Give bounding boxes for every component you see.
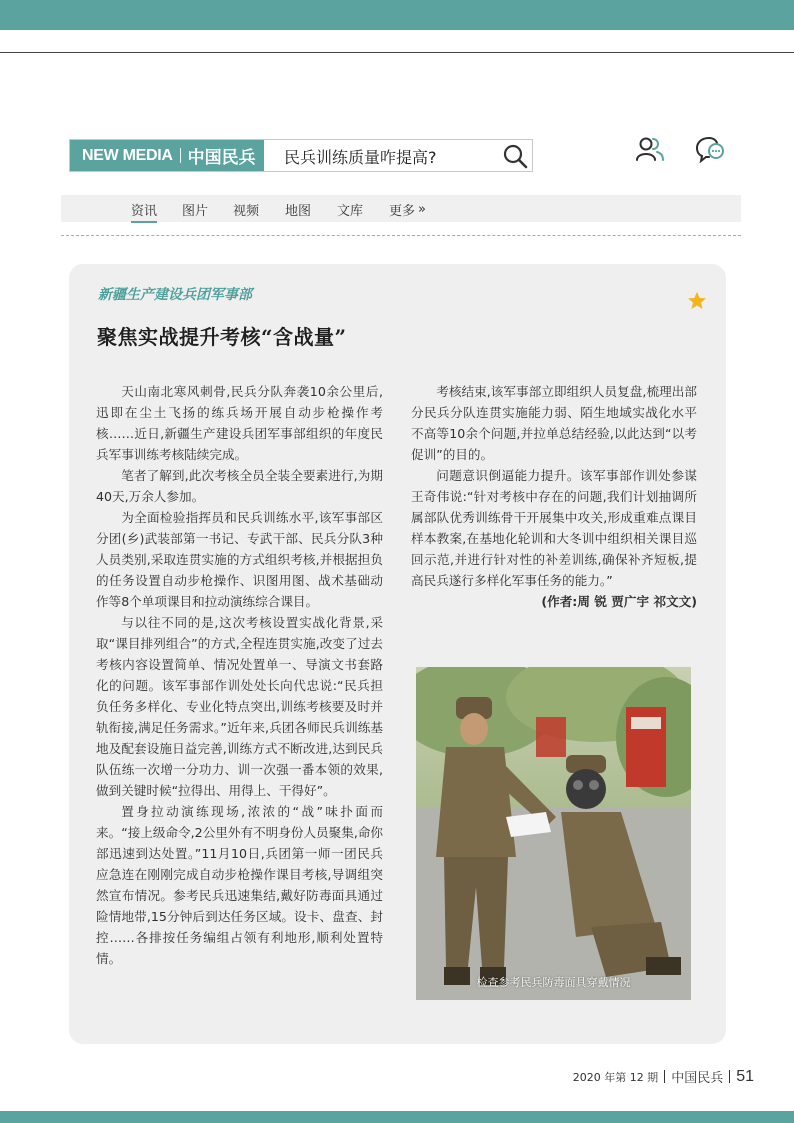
search-icon[interactable] [502,143,528,169]
article-headline: 聚焦实战提升考核“含战量” [97,325,347,349]
brand-divider [180,148,181,163]
paragraph: 考核结束,该军事部立即组织人员复盘,梳理出部分民兵分队连贯实施能力弱、陌生地域实战化水平不高等10余个问题,并拉单总结经验,以此达到“以考促训”的目的。 [411,384,697,462]
tab-more-label: 更多 [389,204,416,219]
tab-map[interactable]: 地图 [285,204,312,219]
chat-bubble-icon[interactable] [695,135,725,163]
paragraph: 与以往不同的是,这次考核设置实战化背景,采取“课目排列组合”的方式,全程连贯实施,改变了过去考核内容设置简单、情况处置单一、导演文书套路化的问题。该军事部作训处处长向代忠说:“民兵担负任务多样化、专业化特点突出,训练考核要及时并轨衔接,满足任务需求。”近年来,兵团各师民兵训练基地及配套设施日益完善,训练方式不断改进,达到民兵队伍练一次增一分功力、训一次强一番本领的效果,做到关键时候“拉得出、用得上、干得好”。 [96,615,383,798]
double-chevron-right-icon: » [418,202,426,217]
paragraph: 问题意识倒逼能力提升。该军事部作训处参谋王奇伟说:“针对考核中存在的问题,我们计划抽调所属部队优秀训练骨干开展集中攻关,形成重难点课目样本教案,在基地化轮训和大冬训中组织相关课目巡回示范,并进行针对性的补差训练,确保补齐短板,提高民兵遂行多样化军事任务的能力。” [411,468,697,588]
photo-caption: 检查参考民兵防毒面具穿戴情况 [476,976,631,989]
tab-library[interactable]: 文库 [337,204,364,219]
paragraph: 天山南北寒风刺骨,民兵分队奔袭10余公里后,迅即在尘土飞扬的练兵场开展自动步枪操作考核……近日,新疆生产建设兵团军事部组织的年度民兵军事训练考核陆续完成。 [96,384,383,462]
paragraph: 置身拉动演练现场,浓浓的“战”味扑面而来。“接上级命令,2公里外有不明身份人员聚集,命你部迅速到达处置。”11月10日,兵团第一师一团民兵应急连在刚刚完成自动步枪操作课目考核,导调组突然宣布情况。参考民兵迅速集结,戴好防毒面具通过险情地带,15分钟后到达任务区域。设卡、盘查、封控……各排按任务编组占领有利地形,顺利处置特情。 [96,804,384,966]
tab-news[interactable]: 资讯 [131,200,157,219]
article-source: 新疆生产建设兵团军事部 [98,287,252,303]
article-column-right [411,381,697,612]
tab-images[interactable]: 图片 [182,204,209,219]
header-rule [0,52,794,53]
page-number: 51 [736,1067,754,1085]
category-nav [61,195,741,222]
issue-label: 2020 年第 12 期 [572,1070,659,1084]
star-icon[interactable] [687,291,707,311]
brand-logo-cn: 中国民兵 [187,148,256,168]
brand-logo [70,140,264,171]
search-input[interactable] [284,145,494,167]
article-photo [416,667,691,1000]
footer-divider [729,1070,730,1083]
user-group-icon[interactable] [635,136,665,162]
tab-video[interactable]: 视频 [233,204,260,219]
footer-divider [664,1070,665,1083]
bottom-color-band [0,1111,794,1123]
article-card [69,264,726,1044]
magazine-name: 中国民兵 [671,1071,724,1086]
dashed-divider [61,235,741,236]
top-color-band [0,0,794,30]
paragraph: 为全面检验指挥员和民兵训练水平,该军事部区分团(乡)武装部第一书记、专武干部、民兵分队3种人员类别,采取连贯实施的方式组织考核,并根据担负的任务设置自动步枪操作、识图用图、战术基础动作等8个单项课目和拉动演练综合课目。 [96,510,383,609]
search-bar [69,139,533,172]
page-footer [573,1067,754,1086]
article-byline: (作者:周 锐 贾广宇 祁文文) [541,594,697,609]
brand-logo-en: NEW MEDIA [82,146,173,164]
photo-illustration [416,667,691,1000]
paragraph: 笔者了解到,此次考核全员全装全要素进行,为期40天,万余人参加。 [96,468,383,504]
tab-more[interactable] [389,200,426,219]
article-column-left [96,381,383,969]
